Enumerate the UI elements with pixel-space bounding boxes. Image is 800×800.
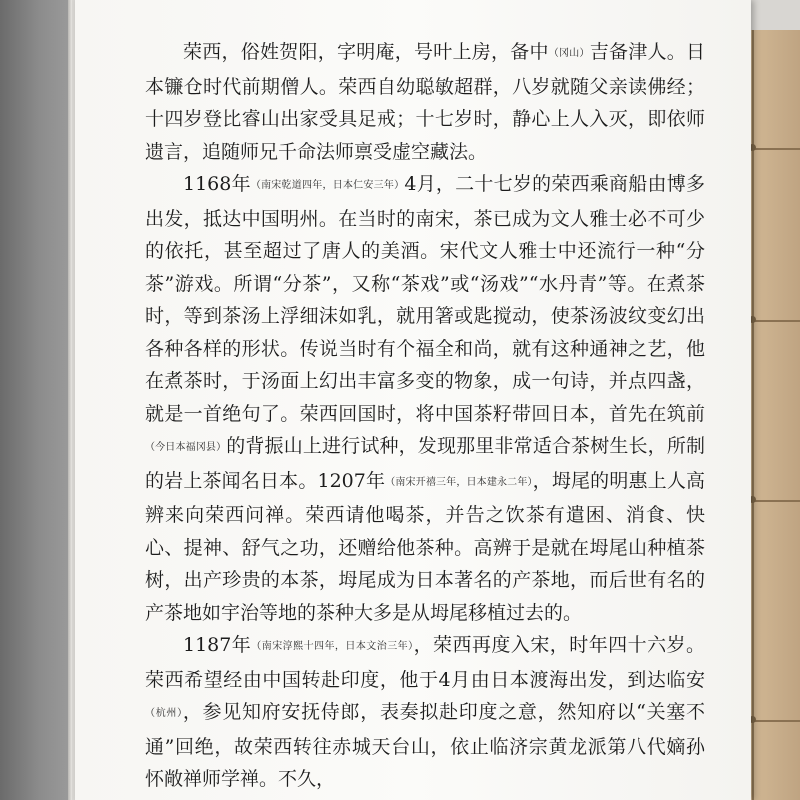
inline-annotation: （杭州） (145, 708, 183, 719)
body-text: ，坶尾的明惠上人高辨来向荣西问禅。荣西请他喝茶，并告之饮茶有遣困、消食、快心、提神、舒气之功，还赠给他茶种。高辨于是就在坶尾山种植茶树，出产珍贵的本茶，坶尾成为日本著名的产茶地，而后世有名的产茶地如宇治等地的茶种大多是从坶尾移植过去的。 (145, 469, 705, 624)
inline-annotation: （南宋乾道四年，日本仁安三年） (250, 180, 405, 191)
body-text: 的背振山上进行试种，发现那里非常适合茶树生长，所制的岩上茶闻名日本。1207年 (145, 435, 705, 492)
body-text: 4月，二十七岁的荣西乘商船由博多出发，抵达中国明州。在当时的南宋，茶已成为文人雅士必不可少的依托，甚至超过了唐人的美酒。宋代文人雅士中还流行一种“分茶”游戏。所谓“分茶”，又称“茶戏”或“汤戏”“水丹青”等。在煮茶时，等到茶汤上浮细沫如乳，就用箸或匙搅动，使茶汤波纹变幻出各种各样的形状。传说当时有个福全和尚，就有这种通神之艺，他在煮茶时，于汤面上幻出丰富多变的物象，成一句诗，并点四盏，就是一首绝句了。荣西回国时，将中国茶籽带回日本，首先在筑前 (145, 173, 706, 425)
paragraph (145, 36, 705, 168)
paragraph (145, 629, 705, 796)
body-text: ，参见知府安抚侍郎，表奏拟赴印度之意，然知府以“关塞不通”回绝，故荣西转往赤城天台山，依止临济宗黄龙派第八代嫡孙怀敞禅师学禅。不久， (145, 701, 706, 790)
body-text: 荣西，俗姓贺阳，字明庵，号叶上房，备中 (183, 41, 549, 63)
page-text-body (145, 36, 705, 796)
inline-annotation: （南宋淳熙十四年，日本文治三年） (251, 641, 414, 652)
inline-annotation: （今日本福冈县） (145, 442, 227, 453)
body-text: 1168年 (183, 173, 251, 195)
inline-annotation: （冈山） (548, 48, 590, 59)
book-cover-edge (0, 0, 72, 800)
body-text: ，荣西再度入宋，时年四十六岁。荣西希望经由中国转赴印度，他于4月由日本渡海出发，到达临安 (145, 634, 705, 691)
body-text: 1187年 (183, 634, 252, 656)
book-page (75, 0, 751, 800)
body-text: 吉备津人。日本镰仓时代前期僧人。荣西自幼聪敏超群，八岁就随父亲读佛经；十四岁登比睿山出家受具足戒；十七岁时，静心上人入灭，即依师遗言，追随师兄千命法师禀受虚空藏法。 (145, 41, 705, 163)
paragraph (145, 168, 705, 629)
inline-annotation: （南宋开禧三年，日本建永二年） (385, 476, 533, 488)
